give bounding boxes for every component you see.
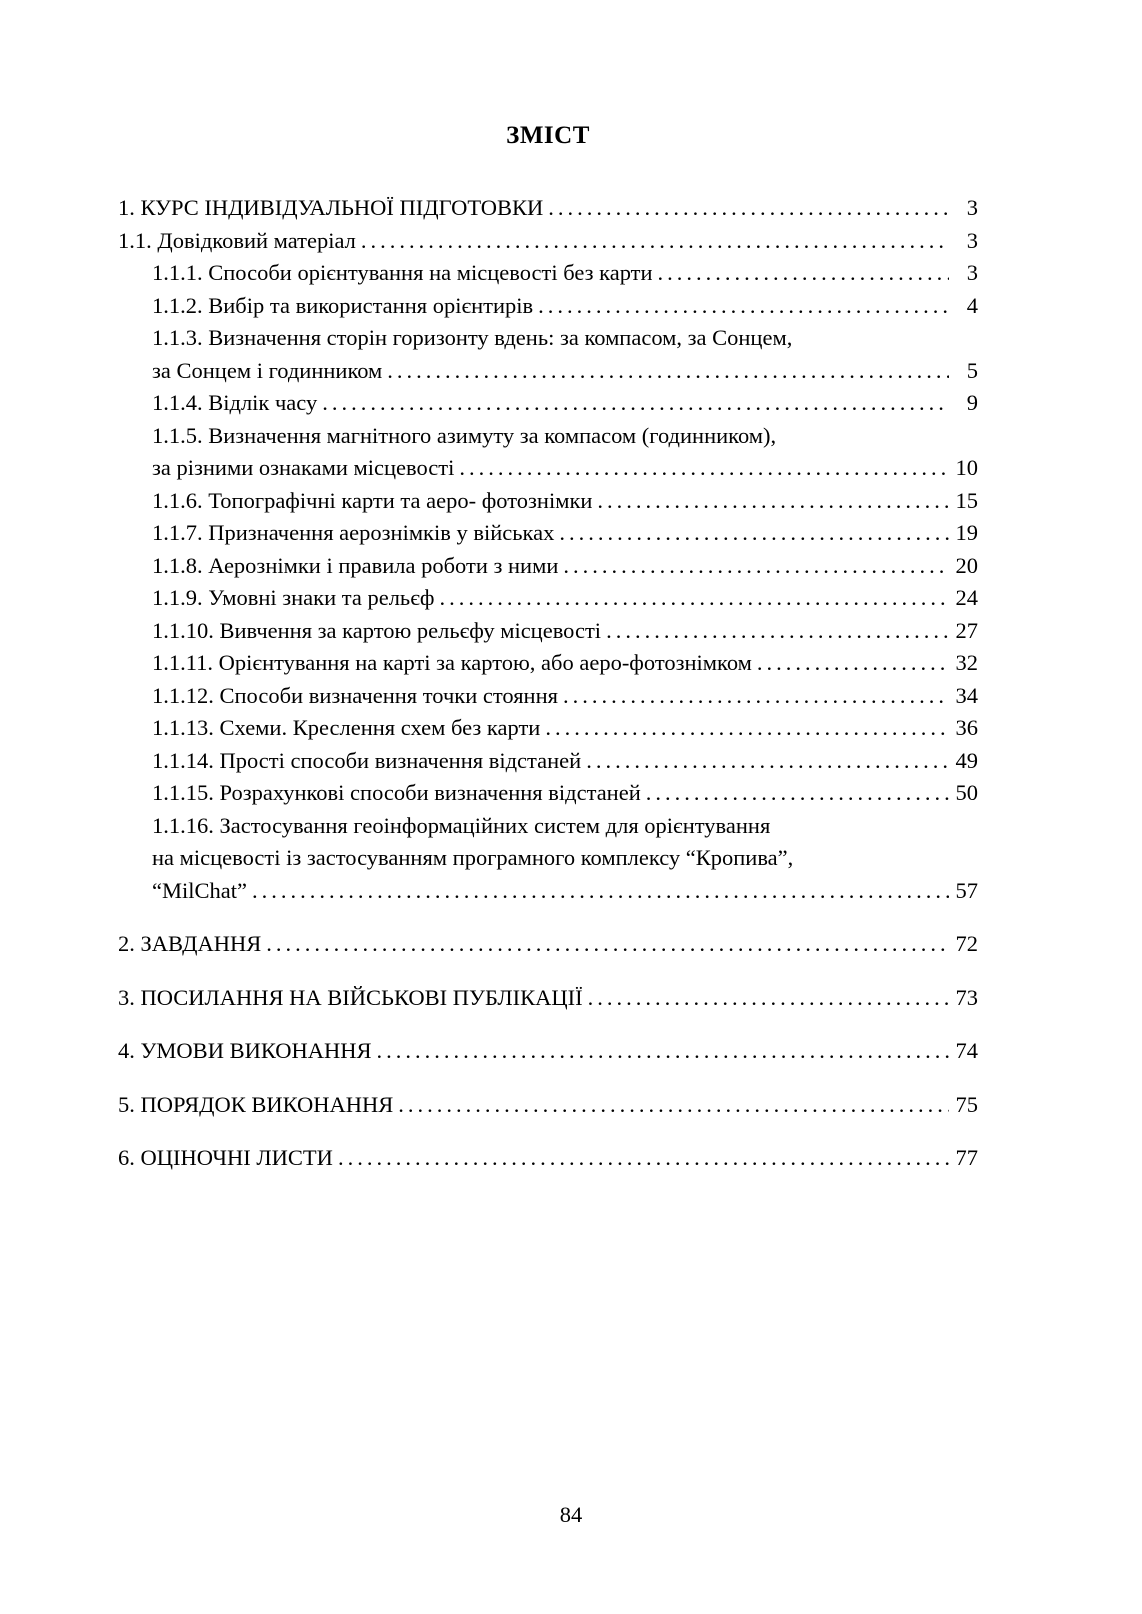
toc-entry-text: 1.1.15. Розрахункові способи визначення відстаней (152, 780, 641, 805)
toc-dot-leader (387, 355, 949, 388)
toc-page-number: 50 (955, 780, 978, 805)
toc-entry-last-line (118, 1142, 978, 1175)
toc-page-number: 3 (966, 260, 978, 285)
toc-entry (118, 485, 978, 518)
toc-entry-last-line (152, 712, 978, 745)
toc-page-number: 36 (955, 715, 978, 740)
toc-dot-leader (545, 712, 949, 745)
toc-dot-leader (398, 1089, 949, 1122)
toc-dot-leader (757, 647, 949, 680)
toc-page-number: 73 (955, 984, 978, 1010)
toc-entry (118, 1089, 978, 1122)
toc-entry-text: 1.1.2. Вибір та використання орієнтирів (152, 292, 534, 318)
toc-entry-last-line (118, 225, 978, 258)
toc-entry-last-line (118, 1089, 978, 1122)
toc-entry-last-line (152, 550, 978, 583)
toc-entry-text: “MilChat” (152, 877, 247, 903)
toc-entry-text: 1.1.10. Вивчення за картою рельєфу місцевості (152, 617, 602, 643)
toc-entry (118, 680, 978, 713)
toc-dot-leader (563, 680, 949, 713)
toc-page-number: 9 (966, 390, 978, 415)
toc-entry-last-line (118, 1035, 978, 1068)
table-of-contents (118, 192, 978, 1175)
toc-dot-leader (606, 615, 949, 648)
toc-entry (118, 712, 978, 745)
toc-dot-leader (538, 290, 949, 323)
toc-entry (118, 647, 978, 680)
toc-entry-text: 4. УМОВИ ВИКОНАННЯ (118, 1038, 372, 1063)
toc-entry (118, 810, 978, 908)
toc-entry (118, 257, 978, 290)
toc-entry-text-line: на місцевості із застосуванням програмного комплексу “Кропива”, (152, 845, 794, 870)
toc-dot-leader (588, 982, 949, 1015)
toc-entry-text: 1.1.8. Аерознімки і правила роботи з ними (152, 552, 559, 578)
toc-dot-leader (646, 777, 949, 810)
toc-entry-last-line (152, 355, 978, 388)
toc-dot-leader (459, 452, 949, 485)
toc-entry (118, 745, 978, 778)
toc-entry (118, 517, 978, 550)
toc-entry (118, 225, 978, 258)
toc-entry-last-line (152, 745, 978, 778)
toc-entry (118, 582, 978, 615)
toc-entry-text-line: 1.1.3. Визначення сторін горизонту вдень: за компасом, за Сонцем, (152, 325, 793, 350)
toc-dot-leader (563, 550, 949, 583)
toc-page-number: 32 (955, 650, 978, 675)
toc-entry-text: 3. ПОСИЛАННЯ НА ВІЙСЬКОВІ ПУБЛІКАЦІЇ (118, 984, 583, 1010)
toc-entry-text: 2. ЗАВДАННЯ (118, 931, 262, 956)
toc-entry (118, 387, 978, 420)
toc-dot-leader (439, 582, 949, 615)
toc-dot-leader (322, 387, 949, 420)
toc-entry (118, 928, 978, 961)
toc-entry (118, 777, 978, 810)
toc-entry-last-line (152, 875, 978, 908)
toc-entry-last-line (118, 982, 978, 1015)
toc-page-number: 4 (966, 292, 978, 318)
toc-entry-text: 1.1.9. Умовні знаки та рельєф (152, 585, 435, 610)
toc-dot-leader (559, 517, 949, 550)
toc-dot-leader (658, 257, 949, 290)
toc-entry-text: 1.1.6. Топографічні карти та аеро- фотознімки (152, 487, 593, 513)
toc-entry (118, 615, 978, 648)
toc-entry-text-line: 1.1.5. Визначення магнітного азимуту за компасом (годинником), (152, 422, 777, 448)
toc-dot-leader (266, 928, 949, 961)
toc-entry (118, 322, 978, 387)
toc-entry-last-line (152, 257, 978, 290)
toc-entry-last-line (152, 615, 978, 648)
toc-entry-last-line (118, 928, 978, 961)
toc-page-number: 34 (955, 682, 978, 708)
toc-dot-leader (252, 875, 949, 908)
toc-entry-last-line (152, 777, 978, 810)
toc-entry (118, 1035, 978, 1068)
toc-page-number: 74 (955, 1038, 978, 1063)
toc-dot-leader (597, 485, 949, 518)
toc-dot-leader (338, 1142, 949, 1175)
toc-entry (118, 192, 978, 225)
toc-page-number: 3 (966, 227, 978, 253)
toc-page-number: 3 (966, 195, 978, 220)
toc-entry-text: 1.1.14. Прості способи визначення відстаней (152, 747, 582, 773)
toc-page-number: 10 (955, 455, 978, 480)
toc-dot-leader (361, 225, 949, 258)
toc-page-number: 15 (955, 487, 978, 513)
toc-entry-last-line (152, 452, 978, 485)
toc-dot-leader (377, 1035, 949, 1068)
toc-entry (118, 550, 978, 583)
toc-entry-text-line: 1.1.16. Застосування геоінформаційних систем для орієнтування (152, 812, 771, 838)
toc-page-number: 19 (955, 520, 978, 545)
toc-entry-text: 6. ОЦІНОЧНІ ЛИСТИ (118, 1145, 333, 1170)
toc-entry-last-line (152, 680, 978, 713)
toc-page-number: 27 (955, 617, 978, 643)
toc-page-number: 77 (955, 1145, 978, 1170)
toc-entry-last-line (152, 582, 978, 615)
toc-page-number: 72 (955, 931, 978, 956)
toc-entry-text: 1.1.7. Призначення аерознімків у військах (152, 520, 555, 545)
toc-entry-last-line (118, 192, 978, 225)
toc-dot-leader (548, 192, 949, 225)
toc-entry-last-line (152, 290, 978, 323)
footer-page-number: 84 (559, 1502, 583, 1527)
toc-page-number: 75 (955, 1091, 978, 1117)
page-title: ЗМІСТ (506, 122, 590, 149)
toc-entry-text: 1.1.11. Орієнтування на карті за картою, або аеро-фотознімком (152, 650, 752, 675)
toc-entry-text: 1.1.4. Відлік часу (152, 390, 318, 415)
toc-entry (118, 982, 978, 1015)
toc-page-number: 24 (955, 585, 978, 610)
toc-page-number: 57 (955, 877, 978, 903)
toc-entry-text: 5. ПОРЯДОК ВИКОНАННЯ (118, 1091, 394, 1117)
toc-entry-text: 1.1. Довідковий матеріал (118, 227, 356, 253)
toc-entry-last-line (152, 517, 978, 550)
toc-entry-text: за Сонцем і годинником (152, 357, 383, 383)
toc-entry-text: 1.1.1. Способи орієнтування на місцевості без карти (152, 260, 653, 285)
toc-page-number: 20 (955, 552, 978, 578)
toc-entry-text: за різними ознаками місцевості (152, 455, 455, 480)
toc-entry (118, 290, 978, 323)
toc-entry-text: 1.1.13. Схеми. Креслення схем без карти (152, 715, 541, 740)
toc-entry-text: 1. КУРС ІНДИВІДУАЛЬНОЇ ПІДГОТОВКИ (118, 195, 544, 220)
toc-dot-leader (586, 745, 949, 778)
toc-entry-last-line (152, 387, 978, 420)
toc-entry (118, 420, 978, 485)
toc-entry (118, 1142, 978, 1175)
toc-entry-text: 1.1.12. Способи визначення точки стояння (152, 682, 558, 708)
toc-entry-last-line (152, 485, 978, 518)
toc-page-number: 5 (966, 357, 978, 383)
toc-page-number: 49 (955, 747, 978, 773)
toc-entry-last-line (152, 647, 978, 680)
